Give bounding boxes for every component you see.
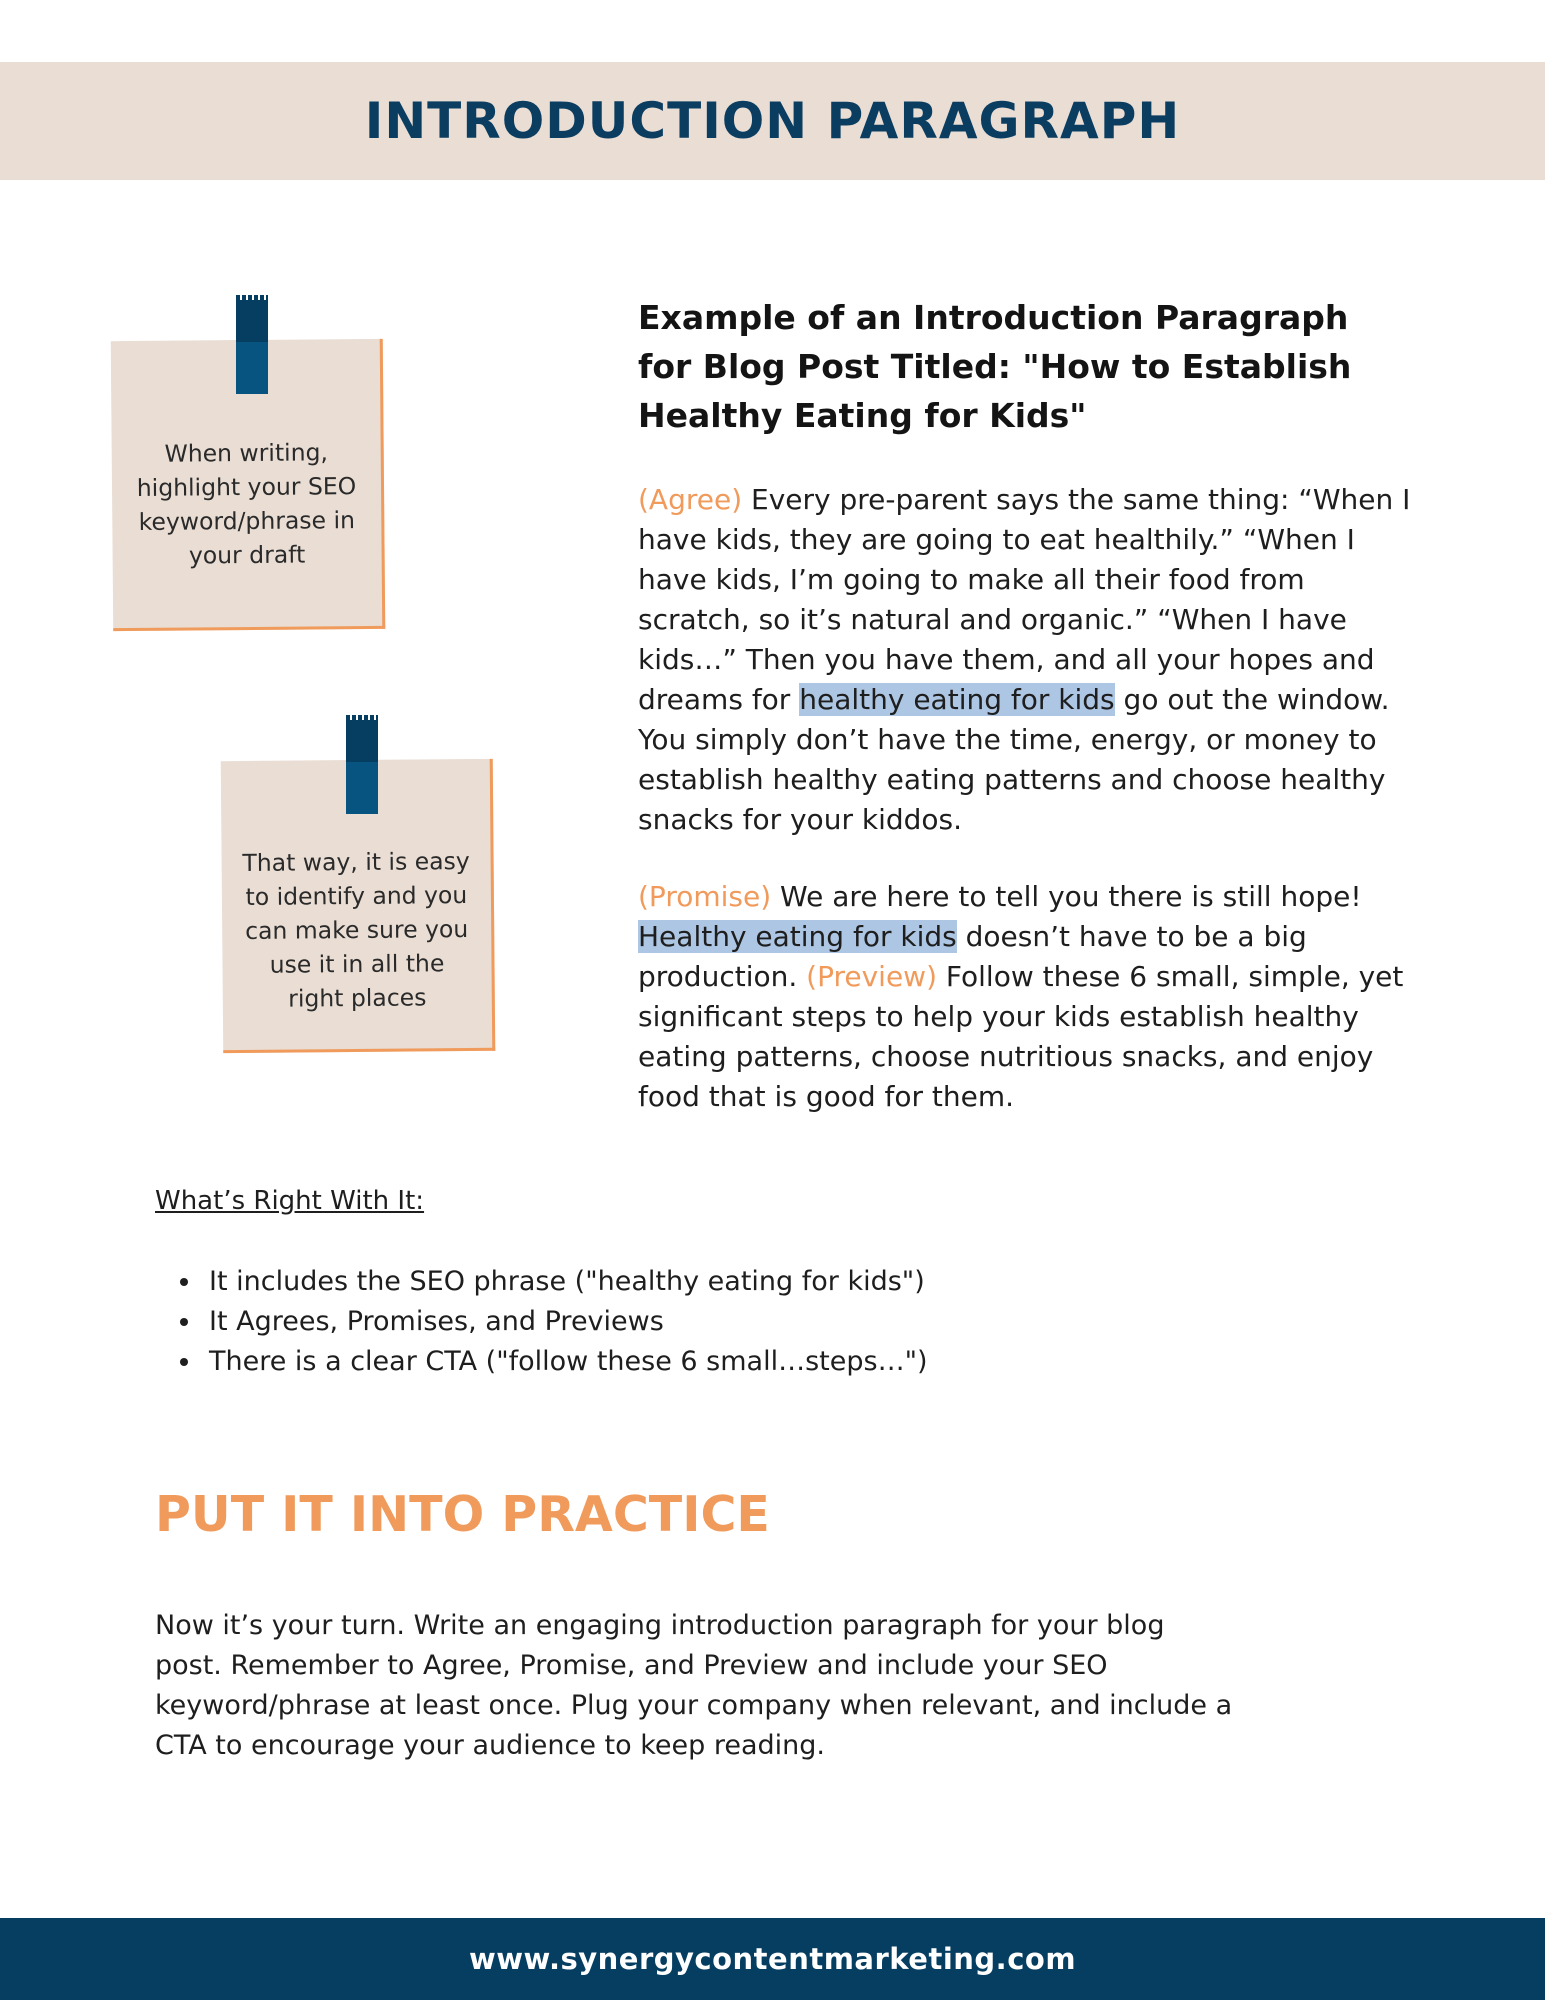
practice-body: Now it’s your turn. Write an engaging introduction paragraph for your blog post. Remember to Agree, Promise, and Preview and include your SEO keyword/phrase at least once. Plug your company when relevant, and include a CTA to encourage your audience to keep reading. [155,1610,1233,1761]
agree-text-end: go out the window. You simply don’t have the time, energy, or money to establish healthy eating patterns and choose healthy snacks for your kiddos. [638,683,1390,836]
sticky-note-2-text: That way, it is easy to identify and you can make sure you use it in all the right places [242,846,470,1013]
agree-tag: (Agree) [638,483,743,516]
example-title: Example of an Introduction Paragraph for Blog Post Titled: "How to Establish Healthy Eating for Kids" [638,298,1352,435]
sticky-note-1-text: When writing, highlight your SEO keyword/phrase in your draft [136,437,357,570]
preview-text: Follow these 6 small, simple, yet significant steps to help your kids establish healthy eating patterns, choose nutritious snacks, and enjoy food that is good for them. [638,960,1404,1113]
agree-text: Every pre-parent says the same thing: “When I have kids, they are going to eat healthily.” “When I have kids, I’m going to make all their food from scratch, so it’s natural and organic.” “When I have kids…” Then you have them, and all your hopes and dreams for [638,483,1411,716]
list-item: • It Agrees, Promises, and Previews [203,1302,928,1342]
tape-icon [346,720,378,814]
promise-tag: (Promise) [638,880,772,913]
practice-title: PUT IT INTO PRACTICE [155,1486,770,1543]
tape-icon [236,300,268,394]
list-item: • There is a clear CTA ("follow these 6 small…steps…") [203,1342,928,1382]
list-item: • It includes the SEO phrase ("healthy eating for kids") [203,1262,928,1302]
whats-right-list [155,1262,928,1382]
footer-website-link[interactable]: www.synergycontentmarketing.com [468,1942,1077,1976]
header-band [0,62,1545,180]
example-paragraph-agree [638,480,1418,840]
preview-tag: (Preview) [806,960,937,993]
seo-keyword-highlight: Healthy eating for kids [638,920,957,953]
promise-middle-text: doesn’t have to be a big production. [638,920,1307,993]
whats-right-heading: What’s Right With It: [155,1186,425,1216]
footer-band [0,1918,1545,2000]
page-title: INTRODUCTION PARAGRAPH [364,92,1181,150]
seo-keyword-highlight: healthy eating for kids [799,683,1115,716]
promise-text: We are here to tell you there is still hope! [771,880,1362,913]
example-paragraph-promise [638,877,1418,1117]
